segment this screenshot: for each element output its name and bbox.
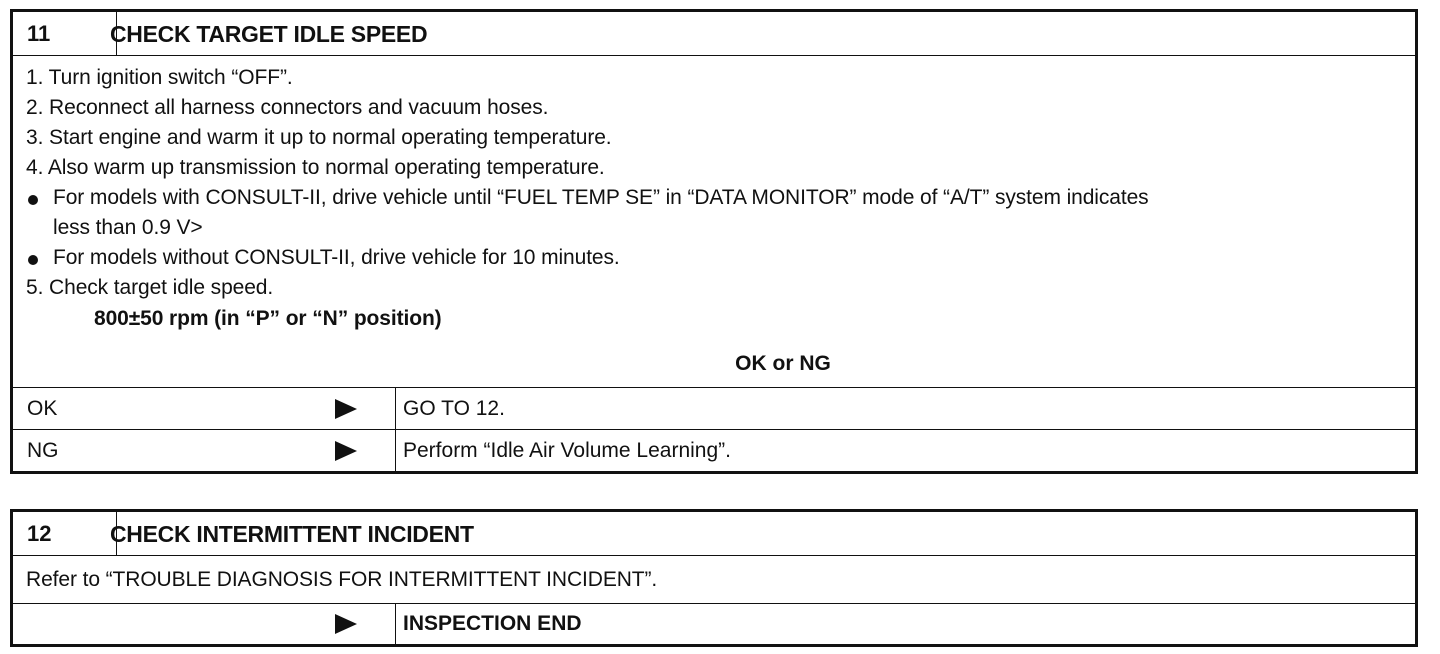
row-divider xyxy=(395,604,396,644)
instruction-line: 4. Also warm up transmission to normal operating temperature. xyxy=(26,156,605,179)
bullet-text-continued: less than 0.9 V> xyxy=(53,216,203,239)
instruction-line: 3. Start engine and warm it up to normal operating temperature. xyxy=(26,126,612,149)
result-ok-label: OK xyxy=(27,397,58,420)
bullet-icon xyxy=(28,195,38,205)
result-row-ok xyxy=(13,387,1415,429)
specification: 800±50 rpm (in “P” or “N” position) xyxy=(94,307,442,330)
result-ng-action: Perform “Idle Air Volume Learning”. xyxy=(403,439,731,462)
inspection-end-label: INSPECTION END xyxy=(403,612,582,635)
arrow-right-icon xyxy=(335,399,357,419)
instruction-line: 5. Check target idle speed. xyxy=(26,276,274,299)
step-12-header xyxy=(13,512,1415,556)
step-12-box xyxy=(10,509,1418,647)
step-11-header xyxy=(13,12,1415,56)
row-divider xyxy=(395,388,396,429)
result-label: OK or NG xyxy=(735,352,831,375)
result-row-end xyxy=(13,603,1415,644)
result-ok-action: GO TO 12. xyxy=(403,397,505,420)
instruction-line: 2. Reconnect all harness connectors and vacuum hoses. xyxy=(26,96,549,119)
bullet-text: For models with CONSULT-II, drive vehicle until “FUEL TEMP SE” in “DATA MONITOR” mode of “A/T” system indicates xyxy=(53,186,1149,209)
result-row-ng xyxy=(13,429,1415,471)
instruction-line: 1. Turn ignition switch “OFF”. xyxy=(26,66,293,89)
step-number: 12 xyxy=(13,512,117,555)
step-11-box xyxy=(10,9,1418,474)
result-ng-label: NG xyxy=(27,439,59,462)
bullet-icon xyxy=(28,255,38,265)
arrow-right-icon xyxy=(335,614,357,634)
arrow-right-icon xyxy=(335,441,357,461)
bullet-text: For models without CONSULT-II, drive vehicle for 10 minutes. xyxy=(53,246,620,269)
row-divider xyxy=(395,430,396,471)
instruction-line: Refer to “TROUBLE DIAGNOSIS FOR INTERMITTENT INCIDENT”. xyxy=(26,568,658,591)
step-number: 11 xyxy=(13,12,117,55)
step-title: CHECK TARGET IDLE SPEED xyxy=(110,21,428,47)
step-title: CHECK INTERMITTENT INCIDENT xyxy=(110,521,474,547)
